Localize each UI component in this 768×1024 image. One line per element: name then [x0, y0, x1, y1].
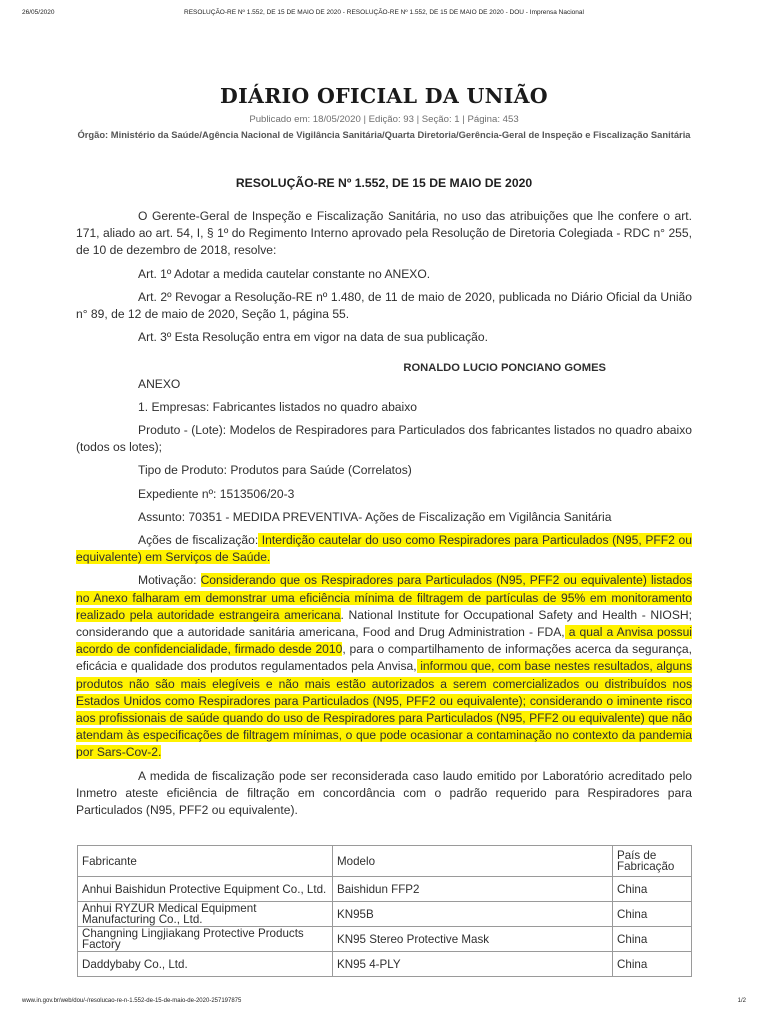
- publication-info: Publicado em: 18/05/2020 | Edição: 93 | Seção: 1 | Página: 453: [249, 114, 519, 125]
- motivacao-highlight-1: Considerando que os Respiradores para Particulados (N95, PFF2 ou equivalente) listados no Anexo falharam em demonstrar uma eficiência mínima de filtragem de partículas de 95% em monitoramento realizado pela autoridade estrangeira americana: [76, 573, 692, 622]
- manufacturers-table: [77, 845, 692, 977]
- motivacao-paragraph: [76, 572, 692, 761]
- preamble-paragraph: O Gerente-Geral de Inspeção e Fiscalização Sanitária, no uso das atribuições que lhe confere o art. 171, aliado ao art. 54, I, § 1º do Regimento Interno aprovado pela Resolução de Diretoria Colegiada - RDC n° 255, de 10 de dezembro de 2018, resolve:: [76, 209, 692, 258]
- table-header-row: [78, 846, 692, 877]
- cell-fabricante: Daddybaby Co., Ltd.: [78, 952, 333, 977]
- document-body: [76, 208, 692, 825]
- expediente-paragraph: Expediente nº: 1513506/20-3: [138, 486, 295, 501]
- acoes-label: Ações de fiscalização:: [138, 533, 259, 548]
- masthead: [0, 84, 768, 141]
- produto-paragraph: Produto - (Lote): Modelos de Respiradores para Particulados dos fabricantes listados no quadro abaixo (todos os lotes);: [76, 423, 692, 455]
- cell-fabricante: Anhui Baishidun Protective Equipment Co., Ltd.: [78, 877, 333, 902]
- cell-pais: China: [613, 952, 692, 977]
- cell-modelo: KN95 Stereo Protective Mask: [333, 927, 613, 952]
- resolution-title: RESOLUÇÃO-RE Nº 1.552, DE 15 DE MAIO DE 2020: [235, 176, 533, 190]
- print-footer: [22, 998, 746, 1010]
- cell-pais: China: [613, 927, 692, 952]
- cell-modelo: Baishidun FFP2: [333, 877, 613, 902]
- print-header: [22, 9, 746, 23]
- page-title: DIÁRIO OFICIAL DA UNIÃO: [220, 84, 548, 108]
- table-row: [78, 902, 692, 927]
- acoes-highlight: Interdição cautelar do uso como Respiradores para Particulados (N95, PFF2 ou equivalente) em Serviços de Saúde.: [76, 533, 692, 565]
- article-3: Art. 3º Esta Resolução entra em vigor na data de sua publicação.: [138, 330, 488, 345]
- signature: RONALDO LUCIO PONCIANO GOMES: [403, 362, 606, 375]
- article-2: Art. 2º Revogar a Resolução-RE nº 1.480, de 11 de maio de 2020, publicada no Diário Oficial da União n° 89, de 12 de maio de 2020, Seção 1, página 55.: [76, 289, 692, 322]
- table-row: [78, 927, 692, 952]
- cell-pais: China: [613, 902, 692, 927]
- motivacao-text-1: . National Institute for Occupational Safety and Health - NIOSH; considerando que a autoridade sanitária americana, Food and Drug Administration - FDA,: [76, 607, 692, 640]
- assunto-paragraph: Assunto: 70351 - MEDIDA PREVENTIVA- Ações de Fiscalização em Vigilância Sanitária: [138, 509, 612, 524]
- header-modelo: Modelo: [333, 846, 613, 877]
- acoes-paragraph: [76, 532, 692, 566]
- motivacao-highlight-3: informou que, com base nestes resultados, alguns produtos não são mais elegíveis e não mais estão autorizados a serem comercializados ou distribuídos nos Estados Unidos como Respiradores para Particulados (N95, PFF2 ou equivalente); considerando o iminente risco aos profissionais de saúde quando do uso de Respiradores para Particulados (N95, PFF2 ou equivalente) que não atendam às especificações de filtragem mínimas, o que pode ocasionar a contaminação no contexto da pandemia por Sars-Cov-2.: [76, 659, 692, 760]
- cell-pais: China: [613, 877, 692, 902]
- print-date: 26/05/2020: [22, 9, 55, 16]
- header-fabricante: Fabricante: [78, 846, 333, 877]
- motivacao-label: Motivação:: [138, 573, 201, 588]
- motivacao-highlight-2: a qual a Anvisa possui acordo de confidencialidade, firmado desde 2010: [76, 625, 692, 657]
- table-row: [78, 877, 692, 902]
- orgao-line: Órgão: Ministério da Saúde/Agência Nacional de Vigilância Sanitária/Quarta Diretoria/Gerência-Geral de Inspeção e Fiscalização Sanitária: [77, 129, 691, 140]
- tipo-paragraph: Tipo de Produto: Produtos para Saúde (Correlatos): [138, 463, 412, 478]
- motivacao-text-2: , para o compartilhamento de informações acerca da segurança, eficácia e qualidade dos produtos regulamentados pela Anvisa,: [76, 642, 692, 674]
- cell-fabricante: Changning Lingjiakang Protective Products Factory: [78, 927, 333, 952]
- empresas-paragraph: 1. Empresas: Fabricantes listados no quadro abaixo: [138, 399, 417, 414]
- source-url[interactable]: www.in.gov.br/web/dou/-/resolucao-re-n-1.552-de-15-de-maio-de-2020-257197875: [22, 998, 242, 1004]
- print-title: RESOLUÇÃO-RE Nº 1.552, DE 15 DE MAIO DE 2020 - RESOLUÇÃO-RE Nº 1.552, DE 15 DE MAIO DE 2020 - DOU - Imprensa Nacional: [184, 9, 584, 16]
- cell-fabricante: Anhui RYZUR Medical Equipment Manufacturing Co., Ltd.: [78, 902, 333, 927]
- table-row: [78, 952, 692, 977]
- page-number: 1/2: [737, 998, 746, 1004]
- article-1: Art. 1º Adotar a medida cautelar constante no ANEXO.: [138, 266, 431, 281]
- cell-modelo: KN95B: [333, 902, 613, 927]
- medida-paragraph: A medida de fiscalização pode ser reconsiderada caso laudo emitido por Laboratório acreditado pelo Inmetro ateste eficiência de filtração em concordância com o padrão requerido para Respiradores para Particulados (N95, PFF2 ou equivalente).: [76, 768, 692, 818]
- anexo-heading: ANEXO: [138, 376, 181, 391]
- cell-modelo: KN95 4-PLY: [333, 952, 613, 977]
- header-pais: País de Fabricação: [613, 846, 692, 877]
